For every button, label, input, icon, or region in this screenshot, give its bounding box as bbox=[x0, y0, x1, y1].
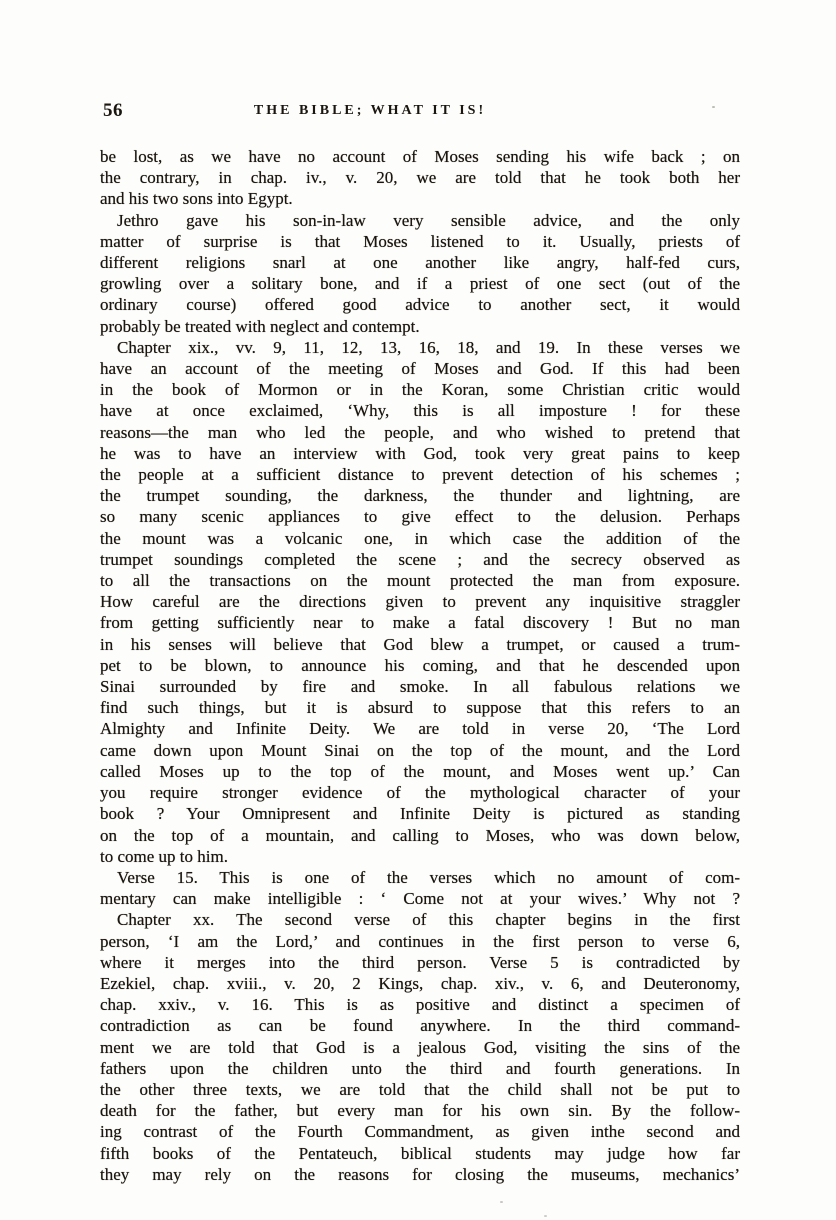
text-line: Verse 15. This is one of the verses which no amount of com- bbox=[117, 867, 740, 887]
text-line: probably be treated with neglect and contempt. bbox=[100, 316, 420, 336]
text-line: from getting sufficiently near to make a fatal discovery ! But no man bbox=[100, 613, 740, 633]
scan-speck bbox=[712, 106, 715, 108]
text-line: chap. xxiv., v. 16. This is as positive and distinct a specimen of bbox=[100, 995, 740, 1015]
text-line: Chapter xix., vv. 9, 11, 12, 13, 16, 18, and 19. In these verses we bbox=[117, 337, 740, 357]
text-line: book ? Your Omnipresent and Infinite Deity is pictured as standing bbox=[100, 804, 740, 824]
text-line: mentary can make intelligible : ‘ Come not at your wives.’ Why not ? bbox=[100, 889, 740, 909]
text-line: reasons—the man who led the people, and who wished to pretend that bbox=[100, 422, 740, 442]
text-line: the contrary, in chap. iv., v. 20, we are told that he took both her bbox=[100, 168, 740, 188]
text-line: Chapter xx. The second verse of this chapter begins in the first bbox=[117, 910, 740, 930]
text-line: ordinary course) offered good advice to another sect, it would bbox=[100, 295, 740, 315]
text-line: on the top of a mountain, and calling to Moses, who was down below, bbox=[100, 825, 740, 845]
text-line: came down upon Mount Sinai on the top of the mount, and the Lord bbox=[100, 740, 740, 760]
text-line: in his senses will believe that God blew a trumpet, or caused a trum- bbox=[100, 634, 740, 654]
text-line: ment we are told that God is a jealous God, visiting the sins of the bbox=[100, 1037, 740, 1057]
text-line: he was to have an interview with God, took very great pains to keep bbox=[100, 443, 740, 463]
scan-speck bbox=[500, 1201, 503, 1203]
text-line: and his two sons into Egypt. bbox=[100, 189, 293, 209]
text-line: be lost, as we have no account of Moses sending his wife back ; on bbox=[100, 147, 740, 166]
text-line: death for the father, but every man for his own sin. By the follow- bbox=[100, 1101, 740, 1121]
text-line: to all the transactions on the mount protected the man from exposure. bbox=[100, 571, 740, 591]
text-line: contradiction as can be found anywhere. In the third command- bbox=[100, 1016, 740, 1036]
paragraph bbox=[100, 146, 740, 210]
text-line: the people at a sufficient distance to prevent detection of his schemes ; bbox=[100, 465, 740, 485]
text-line: fifth books of the Pentateuch, biblical students may judge how far bbox=[100, 1143, 740, 1163]
text-line: in the book of Mormon or in the Koran, some Christian critic would bbox=[100, 380, 740, 400]
text-line: pet to be blown, to announce his coming, and that he descended upon bbox=[100, 655, 740, 675]
text-line: have at once exclaimed, ‘Why, this is all imposture ! for these bbox=[100, 401, 740, 421]
text-line: Sinai surrounded by fire and smoke. In all fabulous relations we bbox=[100, 677, 740, 697]
text-line: matter of surprise is that Moses listened to it. Usually, priests of bbox=[100, 231, 740, 251]
page-body bbox=[100, 146, 740, 1185]
text-line: Jethro gave his son-in-law very sensible advice, and the only bbox=[117, 210, 740, 230]
text-line: the other three texts, we are told that the child shall not be put to bbox=[100, 1079, 740, 1099]
text-line: where it merges into the third person. Verse 5 is contradicted by bbox=[100, 952, 740, 972]
text-line: different religions snarl at one another like angry, half-fed curs, bbox=[100, 253, 740, 273]
paragraph bbox=[100, 337, 740, 867]
text-line: so many scenic appliances to give effect to the delusion. Perhaps bbox=[100, 507, 740, 527]
text-line: Almighty and Infinite Deity. We are told in verse 20, ‘The Lord bbox=[100, 719, 740, 739]
text-line: you require stronger evidence of the mythological character of your bbox=[100, 783, 740, 803]
text-line: Ezekiel, chap. xviii., v. 20, 2 Kings, chap. xiv., v. 6, and Deuteronomy, bbox=[100, 973, 740, 993]
page-number: 56 bbox=[103, 100, 123, 121]
text-line: trumpet soundings completed the scene ; and the secrecy observed as bbox=[100, 549, 740, 569]
text-line: to come up to him. bbox=[100, 846, 228, 866]
text-line: person, ‘I am the Lord,’ and continues in the first person to verse 6, bbox=[100, 931, 740, 951]
text-line: growling over a solitary bone, and if a priest of one sect (out of the bbox=[100, 274, 740, 294]
text-line: the mount was a volcanic one, in which case the addition of the bbox=[100, 528, 740, 548]
text-line: the trumpet sounding, the darkness, the thunder and lightning, are bbox=[100, 486, 740, 506]
running-head-title: THE BIBLE; WHAT IT IS! bbox=[253, 103, 487, 118]
paragraph bbox=[100, 210, 740, 337]
text-line: have an account of the meeting of Moses and God. If this had been bbox=[100, 359, 740, 379]
text-line: called Moses up to the top of the mount, and Moses went up.’ Can bbox=[100, 761, 740, 781]
scan-speck bbox=[544, 1215, 547, 1217]
text-line: How careful are the directions given to prevent any inquisitive straggler bbox=[100, 592, 740, 612]
text-line: ing contrast of the Fourth Commandment, as given inthe second and bbox=[100, 1122, 740, 1142]
paragraph bbox=[100, 867, 740, 909]
text-line: find such things, but it is absurd to suppose that this refers to an bbox=[100, 698, 740, 718]
paragraph bbox=[100, 909, 740, 1185]
text-line: fathers upon the children unto the third and fourth generations. In bbox=[100, 1058, 740, 1078]
text-line: they may rely on the reasons for closing the museums, mechanics’ bbox=[100, 1164, 740, 1184]
